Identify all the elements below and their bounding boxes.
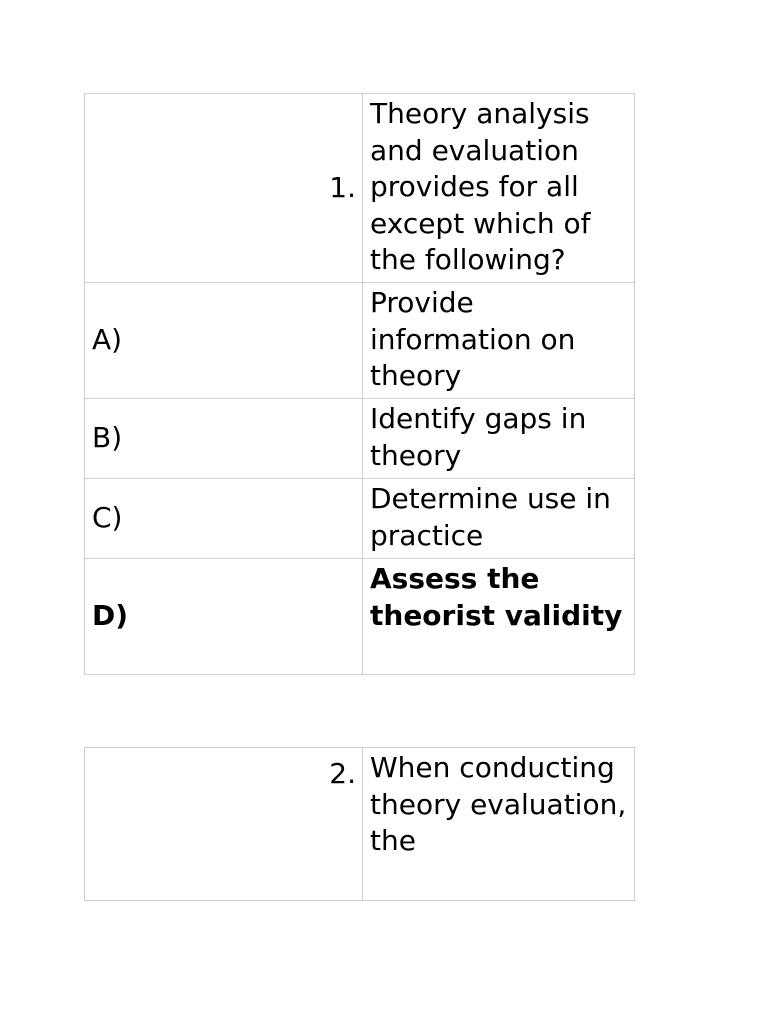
- question-row: [85, 94, 635, 283]
- option-row-d-correct: [85, 559, 635, 675]
- option-text: Identify gaps in theory: [363, 399, 635, 479]
- option-row-b: [85, 399, 635, 479]
- option-row-c: [85, 479, 635, 559]
- option-letter: C): [85, 479, 363, 559]
- question-number: 1.: [85, 94, 363, 283]
- option-letter: A): [85, 283, 363, 399]
- option-text: Determine use in practice: [363, 479, 635, 559]
- question-row: [85, 748, 635, 901]
- option-row-a: [85, 283, 635, 399]
- option-letter: D): [85, 559, 363, 675]
- option-text: Assess the theorist validity: [363, 559, 635, 675]
- question-number: 2.: [85, 748, 363, 901]
- question-text: When conducting theory evaluation, the: [363, 748, 635, 901]
- question-2-table: [84, 747, 635, 901]
- option-text: Provide information on theory: [363, 283, 635, 399]
- question-text: Theory analysis and evaluation provides for all except which of the following?: [363, 94, 635, 283]
- question-1-table: [84, 93, 635, 675]
- option-letter: B): [85, 399, 363, 479]
